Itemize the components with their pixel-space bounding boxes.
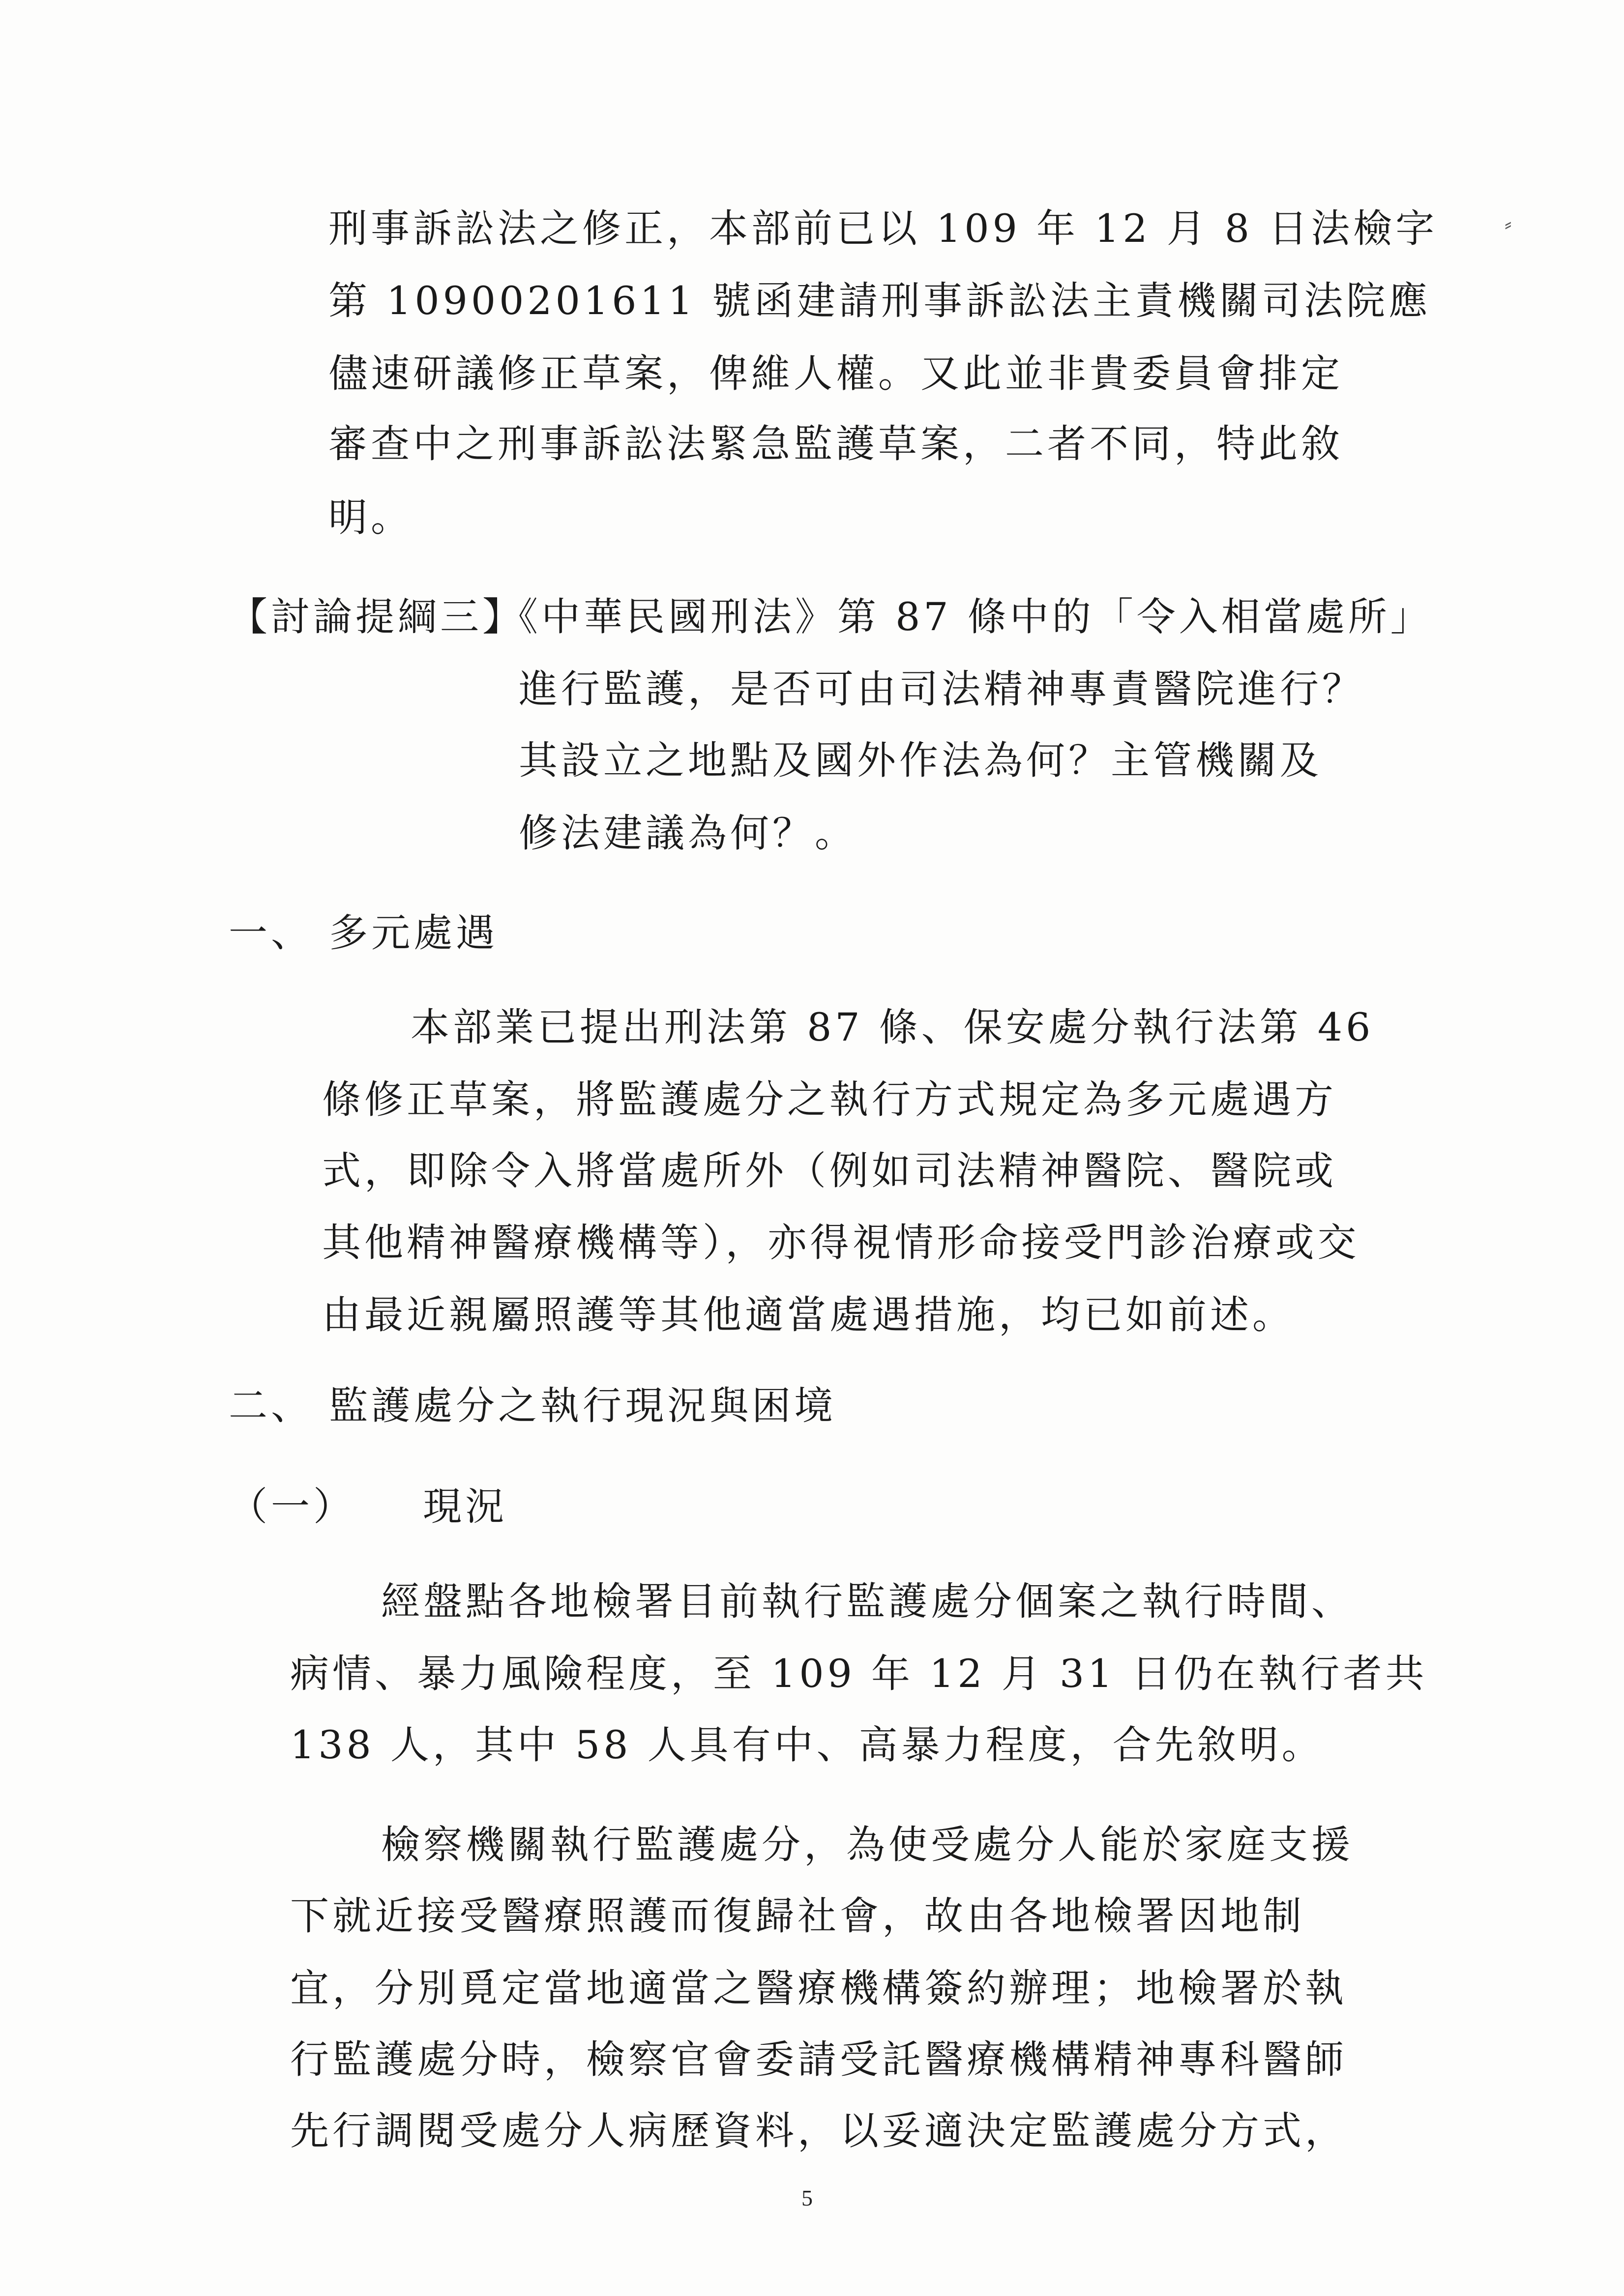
scan-mark: ⸗: [1505, 211, 1512, 236]
continuation-line-4: 審查中之刑事訴訟法緊急監護草案，二者不同，特此敘: [328, 421, 1343, 466]
continuation-line-3: 儘速研議修正草案，俾維人權。又此並非貴委員會排定: [328, 351, 1343, 396]
section-one-heading: 一、 多元處遇: [229, 910, 499, 956]
continuation-line-2: 第 10900201611 號函建請刑事訴訟法主責機關司法院應: [328, 278, 1431, 323]
page-number: 5: [801, 2185, 813, 2210]
section-one-line-2: 條修正草案，將監護處分之執行方式規定為多元處遇方: [322, 1077, 1337, 1122]
subsection-title: 現況: [423, 1484, 507, 1529]
paragraph-one-line-3: 138 人，其中 58 人具有中、高暴力程度，合先敘明。: [290, 1722, 1324, 1768]
section-one-line-5: 由最近親屬照護等其他適當處遇措施，均已如前述。: [322, 1292, 1295, 1337]
section-two-heading: 二、 監護處分之執行現況與困境: [229, 1383, 837, 1428]
section-one-line-3: 式，即除令入將當處所外（例如司法精神醫院、醫院或: [322, 1148, 1337, 1193]
continuation-line-5: 明。: [328, 495, 413, 540]
paragraph-one-line-2: 病情、暴力風險程度，至 109 年 12 月 31 日仍在執行者共: [290, 1651, 1428, 1696]
continuation-line-1: 刑事訴訟法之修正，本部前已以 109 年 12 月 8 日法檢字: [328, 206, 1438, 251]
paragraph-two-line-5: 先行調閱受處分人病歷資料，以妥適決定監護處分方式，: [290, 2108, 1347, 2153]
subsection-marker: （一）: [229, 1484, 355, 1529]
outline-line-3: 其設立之地點及國外作法為何？主管機關及: [519, 738, 1322, 783]
paragraph-two-line-3: 宜，分別覓定當地適當之醫療機構簽約辦理；地檢署於執: [290, 1966, 1347, 2011]
paragraph-two-line-4: 行監護處分時，檢察官會委請受託醫療機構精神專科醫師: [290, 2037, 1347, 2082]
section-one-line-1: 本部業已提出刑法第 87 條、保安處分執行法第 46: [411, 1005, 1374, 1050]
section-one-line-4: 其他精神醫療機構等），亦得視情形命接受門診治療或交: [322, 1220, 1360, 1265]
paragraph-two-line-1: 檢察機關執行監護處分，為使受處分人能於家庭支援: [381, 1822, 1354, 1867]
outline-line-1: 《中華民國刑法》第 87 條中的「令入相當處所」: [499, 594, 1433, 639]
outline-line-2: 進行監護，是否可由司法精神專責醫院進行？: [519, 667, 1364, 712]
paragraph-one-line-1: 經盤點各地檢署目前執行監護處分個案之執行時間、: [381, 1579, 1354, 1624]
outline-label: 【討論提綱三】: [229, 594, 525, 639]
outline-line-4: 修法建議為何？。: [519, 811, 857, 856]
paragraph-two-line-2: 下就近接受醫療照護而復歸社會，故由各地檢署因地制: [290, 1893, 1305, 1939]
